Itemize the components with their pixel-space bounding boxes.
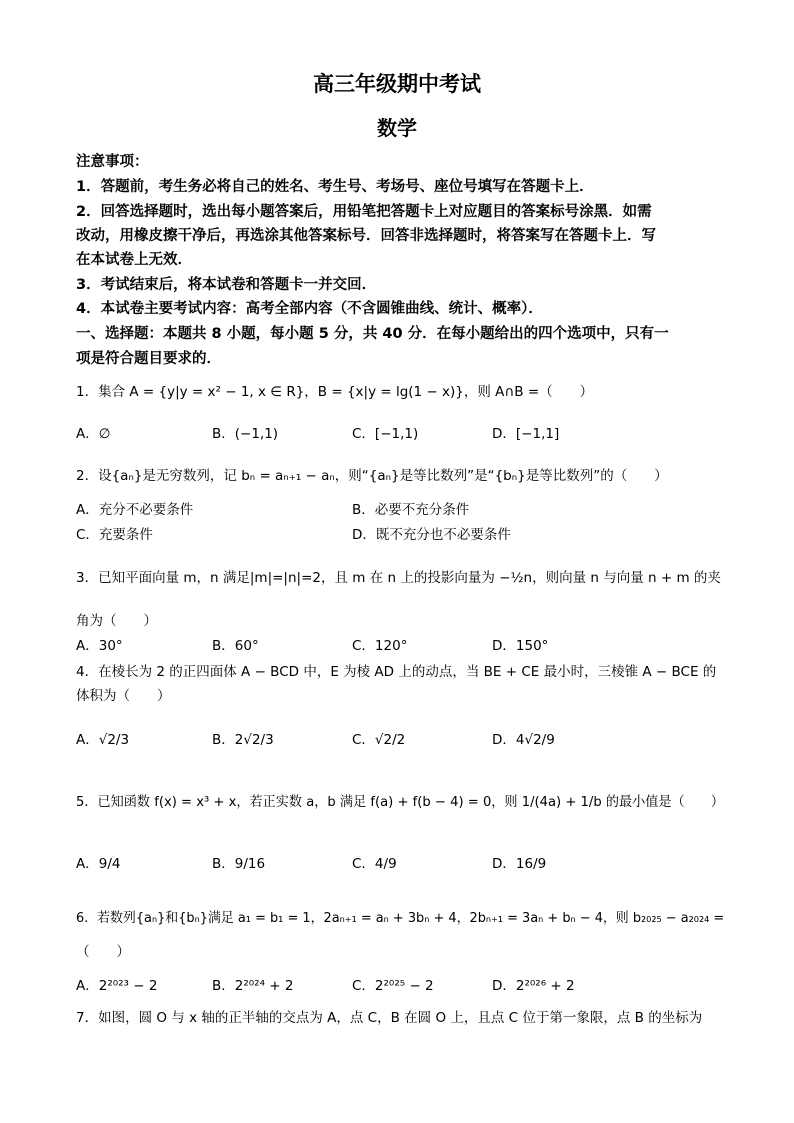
question-4-option-a: A．√2/3 — [76, 732, 130, 748]
question-5-option-d: D．16/9 — [492, 856, 547, 872]
question-2-stem: 2．设{aₙ}是无穷数列，记 bₙ = aₙ₊₁ − aₙ，则“{aₙ}是等比数列”是“{bₙ}是等比数列”的（ ） — [76, 468, 668, 484]
question-1-option-c: C．[−1,1) — [352, 426, 419, 442]
question-3-stem-cont: 角为（ ） — [76, 613, 157, 629]
question-6-stem-cont: （ ） — [76, 944, 130, 960]
question-5-option-b: B．9/16 — [212, 856, 266, 872]
section-heading-line-2: 项是符合题目要求的． — [76, 351, 221, 367]
question-4-stem: 4．在棱长为 2 的正四面体 A − BCD 中，E 为棱 AD 上的动点，当 BE + CE 最小时，三棱锥 A − BCE 的 — [76, 664, 717, 680]
question-6-option-b: B．2²⁰²⁴ + 2 — [212, 978, 294, 994]
question-3-option-a: A．30° — [76, 638, 123, 654]
question-3-option-c: C．120° — [352, 638, 408, 654]
notice-item-3: 3．考试结束后，将本试卷和答题卡一并交回． — [76, 277, 377, 293]
question-2-option-a: A．充分不必要条件 — [76, 502, 194, 518]
question-5-option-c: C．4/9 — [352, 856, 397, 872]
question-3-stem: 3．已知平面向量 m，n 满足|m|=|n|=2，且 m 在 n 上的投影向量为 −½n，则向量 n 与向量 n + m 的夹 — [76, 570, 721, 586]
question-1-stem: 1．集合 A = {y|y = x² − 1, x ∈ R}，B = {x|y = lg(1 − x)}，则 A∩B =（ ） — [76, 384, 594, 400]
question-4-option-d: D．4√2/9 — [492, 732, 555, 748]
exam-title: 高三年级期中考试 — [313, 72, 481, 96]
question-3-option-b: B．60° — [212, 638, 259, 654]
question-5-stem: 5．已知函数 f(x) = x³ + x，若正实数 a，b 满足 f(a) + f(b − 4) = 0，则 1/(4a) + 1/b 的最小值是（ ） — [76, 794, 725, 810]
question-4-option-b: B．2√2/3 — [212, 732, 274, 748]
section-heading-line-1: 一、选择题：本题共 8 小题，每小题 5 分，共 40 分．在每小题给出的四个选项中，只有一 — [76, 326, 669, 342]
question-6-stem: 6．若数列{aₙ}和{bₙ}满足 a₁ = b₁ = 1，2aₙ₊₁ = aₙ + 3bₙ + 4，2bₙ₊₁ = 3aₙ + bₙ − 4，则 b₂₀₂₅ − a₂₀₂₄ = — [76, 910, 725, 926]
question-2-option-c: C．充要条件 — [76, 527, 153, 543]
question-2-option-d: D．既不充分也不必要条件 — [352, 527, 511, 543]
question-1-option-b: B．(−1,1) — [212, 426, 279, 442]
question-4-stem-cont: 体积为（ ） — [76, 688, 171, 704]
notice-item-2: 2．回答选择题时，选出每小题答案后，用铅笔把答题卡上对应题目的答案标号涂黑．如需 — [76, 204, 652, 220]
question-3-option-d: D．150° — [492, 638, 549, 654]
question-4-option-c: C．√2/2 — [352, 732, 406, 748]
question-1-option-a: A．∅ — [76, 426, 111, 442]
notice-item-4: 4．本试卷主要考试内容：高考全部内容（不含圆锥曲线、统计、概率）． — [76, 301, 543, 317]
subject-title: 数学 — [377, 116, 417, 140]
notice-heading: 注意事项： — [76, 154, 149, 170]
question-6-option-d: D．2²⁰²⁶ + 2 — [492, 978, 575, 994]
notice-item-1: 1．答题前，考生务必将自己的姓名、考生号、考场号、座位号填写在答题卡上． — [76, 179, 594, 195]
question-5-option-a: A．9/4 — [76, 856, 121, 872]
notice-item-2-end: 在本试卷上无效． — [76, 252, 192, 268]
question-6-option-a: A．2²⁰²³ − 2 — [76, 978, 158, 994]
question-1-option-d: D．[−1,1] — [492, 426, 560, 442]
question-2-option-b: B．必要不充分条件 — [352, 502, 470, 518]
question-7-stem: 7．如图，圆 O 与 x 轴的正半轴的交点为 A，点 C，B 在圆 O 上，且点 C 位于第一象限，点 B 的坐标为 — [76, 1010, 703, 1026]
question-6-option-c: C．2²⁰²⁵ − 2 — [352, 978, 434, 994]
notice-item-2-cont: 改动，用橡皮擦干净后，再选涂其他答案标号．回答非选择题时，将答案写在答题卡上．写 — [76, 228, 656, 244]
